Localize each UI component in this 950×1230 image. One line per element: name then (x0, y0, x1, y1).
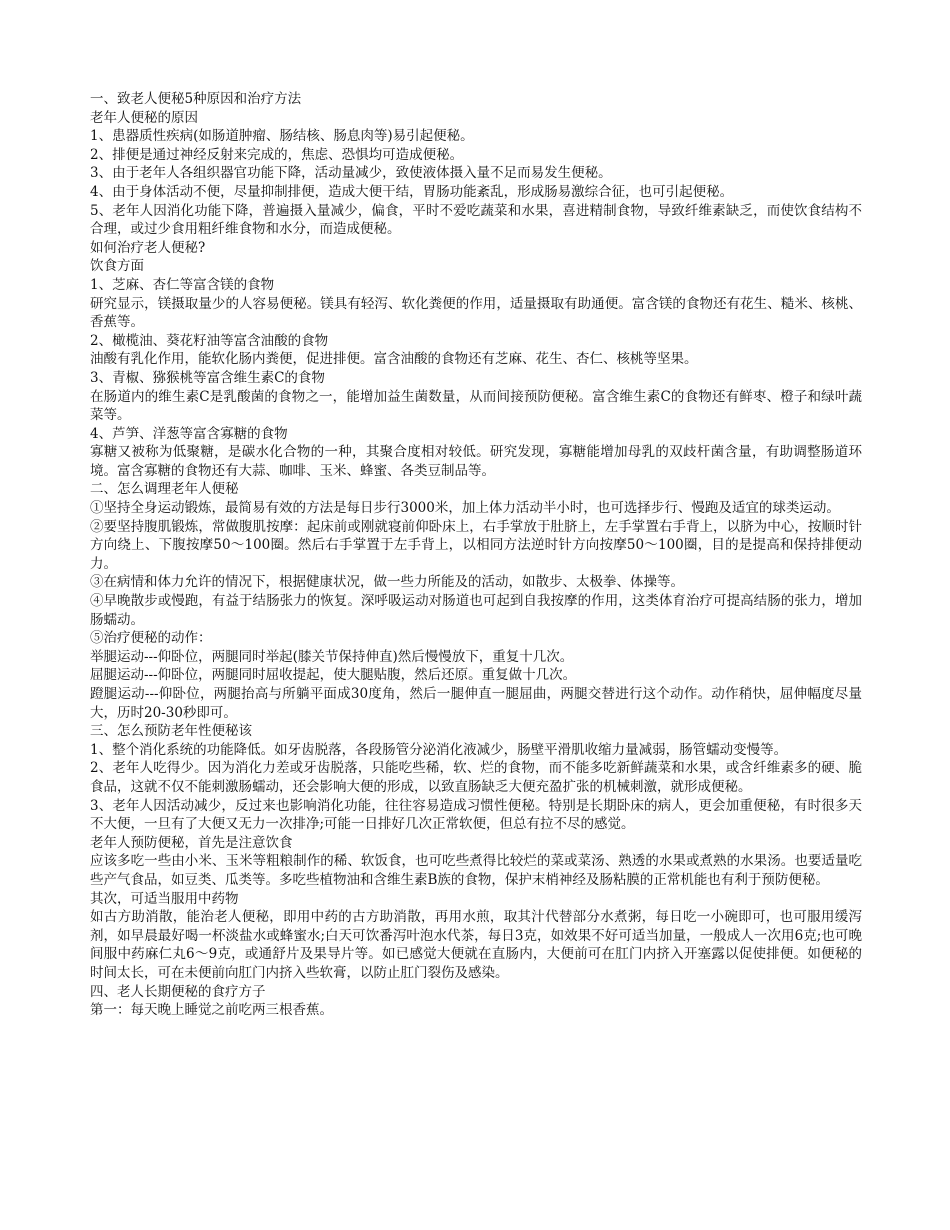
prevention-item-1: 1、整个消化系统的功能降低。如牙齿脱落，各段肠管分泌消化液减少，肠壁平滑肌收缩力量减弱，肠管蠕动变慢等。 (90, 741, 788, 758)
exercise-item-5: ⑤治疗便秘的动作： (90, 630, 212, 647)
section-heading-3: 三、怎么预防老年性便秘该 (90, 723, 252, 740)
section-heading-4: 四、老人长期便秘的食疗方子 (90, 983, 266, 1000)
subheading-diet: 饮食方面 (90, 258, 144, 275)
exercise-item-1: ①坚持全身运动锻炼，最简易有效的方法是每日步行3000米，加上体力活动半小时，也可选择步行、慢跑及适宜的球类运动。 (90, 500, 840, 517)
section-heading-2: 二、怎么调理老年人便秘 (90, 481, 239, 498)
subheading-causes: 老年人便秘的原因 (90, 109, 198, 126)
subheading-herbal: 其次，可适当服用中药物 (90, 890, 239, 907)
exercise-item-4: ④早晚散步或慢跑，有益于结肠张力的恢复。深呼吸运动对肠道也可起到自我按摩的作用，这类体育治疗可提高结肠的张力，增加肠蠕动。 (90, 593, 862, 628)
cause-item-4: 4、由于身体活动不便，尽量抑制排便，造成大便干结，胃肠功能紊乱，形成肠易激综合征，也可引起便秘。 (90, 183, 734, 200)
exercise-item-2: ②要坚持腹肌锻炼，常做腹肌按摩：起床前或刚就寝前仰卧床上，右手掌放于肚脐上，左手掌置右手背上，以脐为中心，按顺时针方向绕上、下腹按摩50～100圈。然后右手掌置于左手背上，以相同方法逆时针方向按摩50～100圈，目的是提高和保持排便动力。 (90, 518, 862, 572)
diet-item-2-title: 2、橄榄油、葵花籽油等富含油酸的食物 (90, 332, 329, 349)
diet-item-4-title: 4、芦笋、洋葱等富含寡糖的食物 (90, 425, 288, 442)
diet-item-1-title: 1、芝麻、杏仁等富含镁的食物 (90, 276, 275, 293)
section-heading-1: 一、致老人便秘5种原因和治疗方法 (90, 91, 302, 107)
cause-item-5: 5、老年人因消化功能下降，普遍摄入量减少，偏食，平时不爱吃蔬菜和水果，喜进精制食物，导致纤维素缺乏，而使饮食结构不合理，或过少食用粗纤维食物和水分，而造成便秘。 (90, 202, 862, 238)
cause-item-3: 3、由于老年人各组织器官功能下降，活动量减少，致使液体摄入量不足而易发生便秘。 (90, 165, 612, 182)
cause-item-1: 1、患器质性疾病(如肠道肿瘤、肠结核、肠息肉等)易引起便秘。 (90, 128, 474, 145)
diet-advice-body: 应该多吃一些由小米、玉米等粗粮制作的稀、软饭食，也可吃些煮得比较烂的菜或菜汤、熟透的水果或煮熟的水果汤。也要适量吃些产气食品，如豆类、瓜类等。多吃些植物油和含维生素B族的食物，保护末梢神经及肠粘膜的正常机能也有利于预防便秘。 (90, 853, 862, 888)
diet-item-1-body: 研究显示，镁摄取量少的人容易便秘。镁具有轻泻、软化粪便的作用，适量摄取有助通便。富含镁的食物还有花生、糙米、核桃、香蕉等。 (90, 295, 862, 331)
subheading-treatment: 如何治疗老人便秘? (90, 239, 206, 256)
herbal-advice-body: 如古方助消散，能治老人便秘，即用中药的古方助消散，再用水煎，取其汁代替部分水煮粥，每日吃一小碗即可，也可服用缓泻剂，如早晨最好喝一杯淡盐水或蜂蜜水;白天可饮番泻叶泡水代茶，每日3克，如效果不好可适当加量，一般成人一次用6克;也可晚间服中药麻仁丸6～9克，或通舒片及果导片等。如已感觉大便就在直肠内，大便前可在肛门内挤入开塞露以促使排便。如便秘的时间太长，可在未便前向肛门内挤入些软膏，以防止肛门裂伤及感染。 (90, 909, 862, 981)
diet-item-3-title: 3、青椒、猕猴桃等富含维生素C的食物 (90, 369, 325, 386)
exercise-leg-raise: 举腿运动---仰卧位，两腿同时举起(膝关节保持伸直)然后慢慢放下，重复十几次。 (90, 648, 574, 665)
prevention-item-3: 3、老年人因活动减少，反过来也影响消化功能，往往容易造成习惯性便秘。特别是长期卧床的病人，更会加重便秘，有时很多天不大便，一旦有了大便又无力一次排净;可能一日排好几次正常软便，但总有拉不尽的感觉。 (90, 797, 862, 833)
diet-item-2-body: 油酸有乳化作用，能软化肠内粪便，促进排便。富含油酸的食物还有芝麻、花生、杏仁、核桃等坚果。 (90, 351, 698, 368)
diet-item-3-body: 在肠道内的维生素C是乳酸菌的食物之一，能增加益生菌数量，从而间接预防便秘。富含维生素C的食物还有鲜枣、橙子和绿叶蔬菜等。 (90, 388, 862, 424)
exercise-item-3: ③在病情和体力允许的情况下，根据健康状况，做一些力所能及的活动，如散步、太极拳、体操等。 (90, 574, 684, 591)
diet-item-4-body: 寡糖又被称为低聚糖，是碳水化合物的一种，其聚合度相对较低。研究发现，寡糖能增加母乳的双歧杆菌含量，有助调整肠道环境。富含寡糖的食物还有大蒜、咖啡、玉米、蜂蜜、各类豆制品等。 (90, 444, 862, 479)
remedy-item-1: 第一：每天晚上睡觉之前吃两三根香蕉。 (90, 1002, 333, 1019)
prevention-item-2: 2、老年人吃得少。因为消化力差或牙齿脱落，只能吃些稀，软、烂的食物，而不能多吃新鲜蔬菜和水果，或含纤维素多的硬、脆食品，这就不仅不能刺激肠蠕动，还会影响大便的形成，以致直肠缺乏大便充盈扩张的机械刺激，就形成便秘。 (90, 760, 862, 795)
subheading-diet-first: 老年人预防便秘，首先是注意饮食 (90, 834, 293, 851)
cause-item-2: 2、排便是通过神经反射来完成的，焦虑、恐惧均可造成便秘。 (90, 146, 464, 163)
exercise-leg-kick: 蹬腿运动---仰卧位，两腿抬高与所躺平面成30度角，然后一腿伸直一腿屈曲，两腿交替进行这个动作。动作稍快，屈伸幅度尽量大，历时20-30秒即可。 (90, 686, 862, 721)
exercise-leg-bend: 屈腿运动---仰卧位，两腿同时屈收提起，使大腿贴腹，然后还原。重复做十几次。 (90, 667, 577, 684)
document-page (90, 90, 862, 1020)
